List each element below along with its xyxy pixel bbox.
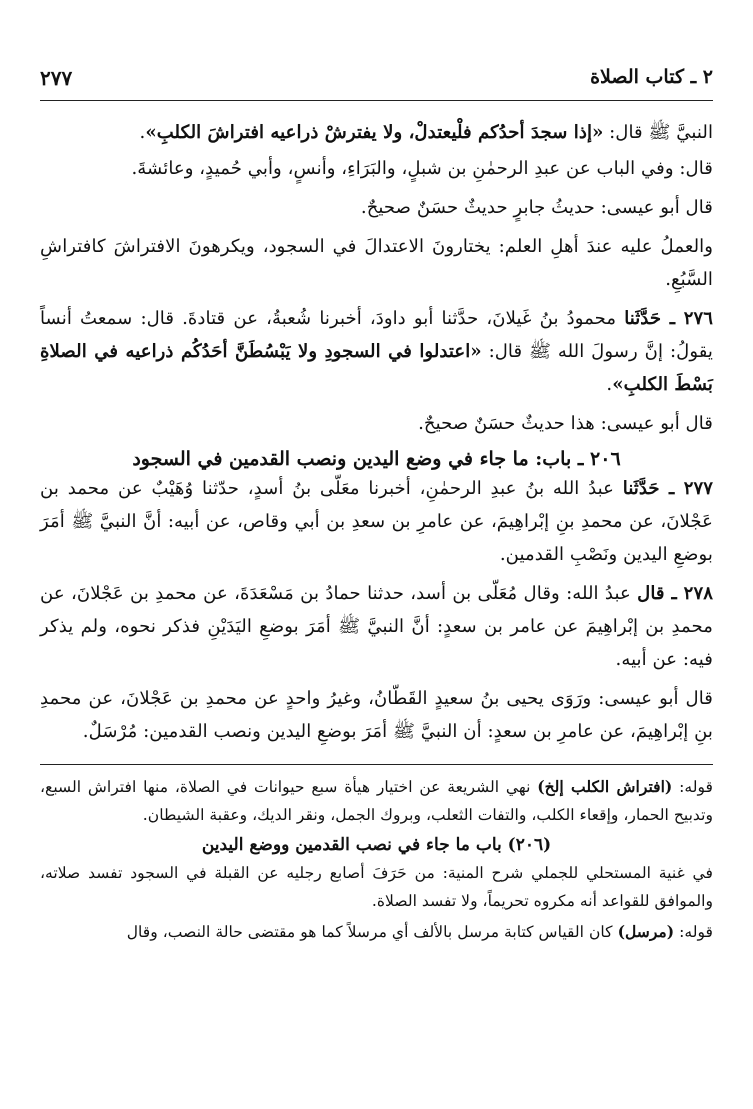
paragraph: قال: وفي الباب عن عبدِ الرحمٰنِ بن شبلٍ، والبَرَاءِ، وأنسٍ، وأبي حُميدٍ، وعائشةَ. <box>131 158 713 179</box>
hadith-number: ٢٧٨ ـ قال <box>637 583 713 604</box>
hadith-number: ٢٧٦ ـ حَدَّثَنا <box>624 308 713 329</box>
hadith-number: ٢٧٧ ـ حَدَّثَنا <box>622 478 713 499</box>
footnote <box>40 773 713 829</box>
footnote-separator <box>40 764 713 765</box>
main-text <box>40 116 713 946</box>
chapter-heading: ٢٠٦ ـ باب: ما جاء في وضع اليدين ونصب القدمين في السجود <box>132 448 621 470</box>
footnote-heading: (٢٠٦) باب ما جاء في نصب القدمين ووضع اليدين <box>201 835 552 855</box>
hadith-quote: «اعتدلوا في السجودِ ولا يَبْسُطَنَّ أحَدُكُم ذراعيه في الصلاةِ بَسْطَ الكلبِ» <box>40 341 713 395</box>
text-span: قوله: <box>674 923 713 941</box>
hadith-278 <box>40 577 713 676</box>
hadith-276 <box>40 302 713 401</box>
text-span: عبدُ الله: وقال مُعَلّى بن أسد، حدثنا حمادُ بن مَسْعَدَةَ، عن محمدِ بن عَجْلانَ، عن محمدِ بن إبْراهِيمَ عن عامر بن سعدٍ: أنَّ النبيَّ ﷺ أمَرَ بوضعِ اليَدَيْنِ فذكر نحوه، ولم يذكر فيه: عن أبيه. <box>40 583 713 670</box>
paragraph <box>40 116 713 149</box>
header-rule <box>40 100 713 101</box>
footnotes <box>40 773 713 946</box>
text-span: النبيَّ ﷺ قال: <box>603 122 713 143</box>
text-span: كان القياس كتابة مرسل بالألف أي مرسلاً كما هو مقتضى حالة النصب، وقال <box>126 923 618 941</box>
text-span: عبدُ الله بنُ عبدِ الرحمٰنِ، أخبرنا معَلّى بنُ أسدٍ، حدّثنا وُهَيْبٌ عن محمد بن عَجْلانَ، عن محمدِ بنِ إبْراهِيمَ، عن عامرِ بن سعدِ بن أبي وقاص، عن أبيه: أنَّ النبيَّ ﷺ أمَرَ بوضعِ اليدين ونَصْبِ القدمين. <box>40 478 713 565</box>
paragraph: قال أبو عيسى: حديثُ جابرٍ حديثٌ حسَنٌ صحيحٌ. <box>360 197 713 218</box>
text-span: محمودُ بنُ غَيلانَ، حدَّثنا أبو داودَ، أخبرنا شُعبةُ، عن قتادةَ. قال: سمعتُ أنساً يقولُ: إنَّ رسولَ الله ﷺ قال: <box>40 308 713 362</box>
page-number: ٢٧٧ <box>40 66 73 90</box>
footnote-term: (مرسل) <box>617 922 675 941</box>
footnote-term: (افتراش الكلب إلخ) <box>537 777 673 796</box>
text-span: . <box>139 122 146 143</box>
paragraph: قال أبو عيسى: هذا حديثٌ حسَنٌ صحيحٌ. <box>418 413 713 434</box>
hadith-277 <box>40 472 713 571</box>
footnote <box>40 918 713 946</box>
chapter-title: ٢ ـ كتاب الصلاة <box>590 66 713 88</box>
hadith-quote: «إذا سجدَ أحدُكم فلْيعتدلْ، ولا يفترشْ ذراعيه افتراشَ الكلبِ» <box>145 122 604 143</box>
page-header <box>40 58 713 98</box>
paragraph: والعملُ عليه عندَ أهلِ العلم: يختارونَ الاعتدالَ في السجود، ويكرهونَ الافتراشَ كافتراشِ السَّبُعِ. <box>40 236 713 290</box>
paragraph: قال أبو عيسى: ورَوَى يحيى بنُ سعيدٍ القَطّانُ، وغيرُ واحدٍ عن محمدِ بن عَجْلانَ، عن محمدِ بنِ إبْراهِيمَ، عن عامرِ بن سعدٍ: أن النبيَّ ﷺ أمَرَ بوضعِ اليدين ونصب القدمين: مُرْسَلٌ. <box>40 688 713 742</box>
footnote: في غنية المستحلي للجملي شرح المنية: من حَرَفَ أصابع رجليه عن القبلة في السجود تفسد صلاته، والموافق للقواعد أنه مكروه تحريماً، ولا تفسد الصلاة. <box>40 864 713 910</box>
text-span: نهي الشريعة عن اختيار هيأة سبع حيوانات في الصلاة، منها افتراش السبع، وتدبيح الحمار، وإقعاء الكلب، والتفات الثعلب، وبروك الجمل، ونقر الديك، وعقبة الشيطان. <box>40 778 713 824</box>
text-span: . <box>606 374 613 395</box>
text-span: قوله: <box>672 778 713 796</box>
